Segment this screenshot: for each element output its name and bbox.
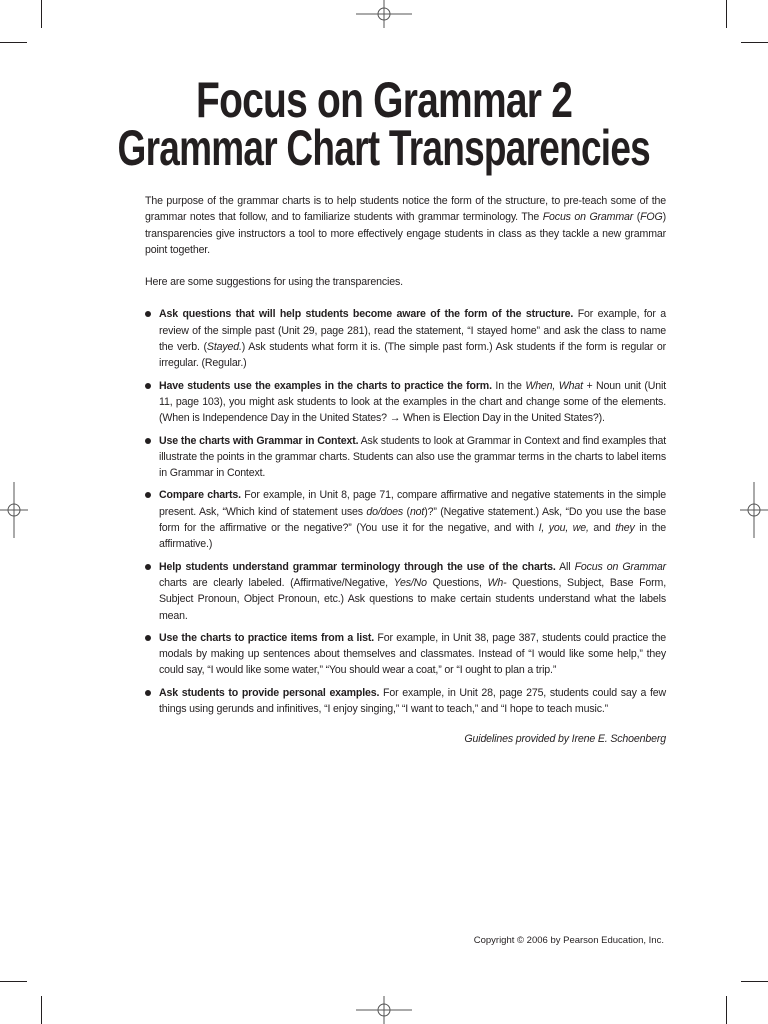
crop-mark [726, 996, 727, 1024]
italic-text: do/does [366, 505, 404, 518]
title-line-2: Grammar Chart Transparencies [117, 120, 651, 176]
list-item [145, 487, 666, 552]
bold-text: Ask students to provide personal examples. [159, 686, 380, 699]
bullet-icon [145, 311, 151, 317]
text: )?” (Negative statement.) Ask, “Do you use the base form for the affirmative or the negative?” (You use it for the negative, and with [159, 505, 667, 535]
copyright: Copyright © 2006 by Pearson Education, Inc. [473, 935, 664, 946]
italic-text: Wh- [487, 576, 507, 589]
bullet-icon [145, 383, 151, 389]
text: The purpose of the grammar charts is to help students notice the form of the structure, to pre-teach some of the grammar notes that follow, and to familiarize students with grammar terminology. The [145, 195, 666, 224]
text: and [588, 522, 616, 535]
italic-text: not [409, 505, 425, 518]
italic-text: Stayed. [206, 341, 242, 354]
italic-text: FOG [640, 211, 663, 224]
text: In the [491, 379, 526, 392]
document-body [145, 193, 666, 748]
registration-mark-icon [356, 0, 412, 28]
text: + Noun unit (Unit 11, page 103), you might ask students to look at the examples in the chart and change some of the elements. (When is Independence Day in the United States? → When is Election Day in the United States?). [159, 379, 666, 425]
italic-text: Focus on Grammar [574, 560, 666, 573]
italic-text: Focus on Grammar [542, 211, 634, 224]
bold-text: Ask questions that will help students become aware of the form of the structure. [159, 308, 574, 321]
text: For example, in Unit 28, page 275, students could say a few things using gerunds and infinitives, “I enjoy singing,” “I want to teach,” and “I hope to teach music.” [159, 686, 666, 716]
bullet-icon [145, 690, 151, 696]
list-item [145, 433, 666, 482]
bold-text: Compare charts. [159, 489, 241, 502]
italic-text: I, you, we, [538, 522, 589, 535]
bold-text: Use the charts to practice items from a list. [159, 631, 374, 644]
list-item [145, 378, 666, 427]
bold-text: Use the charts with Grammar in Context. [159, 434, 359, 447]
crop-mark [741, 981, 768, 982]
text: For example, for a review of the simple past (Unit 29, page 281), read the statement, “I stayed home” and ask the class to name the verb. ( [159, 308, 666, 354]
registration-mark-icon [0, 482, 28, 538]
text: ) transparencies give instructors a tool to more effectively engage students in class as they tackle a new grammar point together. [145, 211, 666, 256]
bullet-icon [145, 492, 151, 498]
text: ( [633, 211, 641, 224]
text: Questions, [426, 576, 488, 589]
text: Ask students to look at Grammar in Context and find examples that illustrate the points in the grammar charts. Students can also use the grammar terms in the charts to label items in Grammar in Context. [159, 434, 666, 480]
bold-text: Have students use the examples in the charts to practice the form. [159, 379, 492, 392]
bullet-icon [145, 564, 151, 570]
text: Questions, Subject, Base Form, Subject Pronoun, Object Pronoun, etc.) Ask questions to make certain students understand what the labels mean. [159, 576, 666, 622]
bold-text: Help students understand grammar terminology through the use of the charts. [159, 560, 556, 573]
italic-text: When, What [525, 379, 583, 392]
list-item [145, 630, 666, 679]
intro [145, 193, 666, 290]
list-item [145, 306, 666, 371]
list-item [145, 559, 666, 624]
registration-mark-icon [740, 482, 768, 538]
bullet-icon [145, 635, 151, 641]
italic-text: Yes/No [393, 576, 427, 589]
text: All [555, 560, 575, 573]
crop-mark [41, 996, 42, 1024]
text: Here are some suggestions for using the transparencies. [145, 276, 403, 289]
text: For example, in Unit 38, page 387, students could practice the modals by making up sentences about themselves and classmates. Instead of “I would like some help,” they could say, “I would like some water,” “You should wear a coat,” or “I ought to plan a trip.” [159, 631, 666, 677]
bullet-icon [145, 438, 151, 444]
crop-mark [0, 981, 27, 982]
paragraph [145, 193, 666, 258]
crop-mark [41, 0, 42, 28]
italic-text: they [615, 522, 635, 535]
list-item [145, 685, 666, 718]
registration-mark-icon [356, 996, 412, 1024]
page-title [0, 72, 768, 128]
text: For example, in Unit 8, page 71, compare affirmative and negative statements in the simple present. Ask, “Which kind of statement uses [159, 489, 666, 518]
paragraph [145, 274, 666, 290]
text: ) Ask students what form it is. (The simple past form.) Ask students if the form is regular or irregular. (Regular.) [159, 341, 666, 370]
credit-line: Guidelines provided by Irene E. Schoenberg [464, 733, 666, 746]
crop-mark [741, 42, 768, 43]
page-subtitle [0, 120, 768, 176]
title-line-1: Focus on Grammar 2 [195, 72, 573, 128]
text: in the affirmative.) [159, 522, 667, 551]
text: charts are clearly labeled. (Affirmative/Negative, [159, 576, 394, 589]
crop-mark [726, 0, 727, 28]
suggestion-list [145, 306, 666, 717]
text: ( [403, 505, 410, 518]
crop-mark [0, 42, 27, 43]
